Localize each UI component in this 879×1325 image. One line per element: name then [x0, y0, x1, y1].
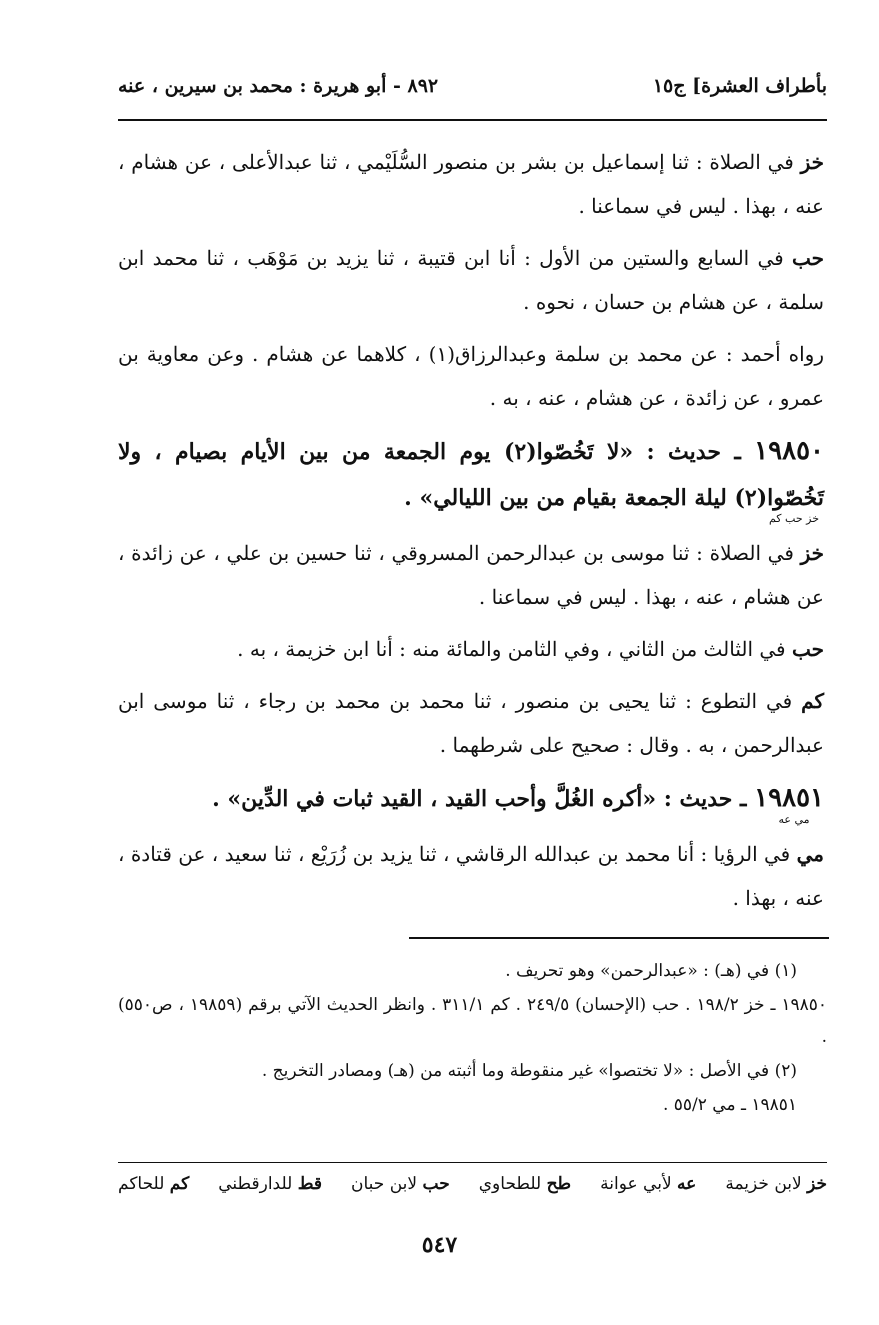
hadith-entry [118, 428, 824, 525]
header-section-title: ٨٩٢ - أبو هريرة : محمد بن سيرين ، عنه [118, 75, 439, 97]
footnote: (٢) في الأصل : «لا تختصوا» غير منقوطة وما أثبته من (هـ) ومصادر التخريج . [261, 1061, 797, 1081]
reference-note: ١٩٨٥٠ ـ خز ١٩٨/٢ . حب (الإحسان) ٢٤٩/٥ . كم ٣١١/١ . وانظر الحديث الآتي برقم (١٩٨٥٩ ، ص٥٥٠) . [118, 995, 827, 1047]
paragraph: كم في التطوع : ثنا يحيى بن منصور ، ثنا محمد بن محمد بن رجاء ، ثنا موسى ابن عبدالرحمن ، به . وقال : صحيح على شرطهما . [118, 689, 824, 757]
legend-item: عه لأبي عوانة [600, 1174, 697, 1194]
paragraph: مي في الرؤيا : أنا محمد بن عبدالله الرقاشي ، ثنا يزيد بن زُرَيْع ، ثنا سعيد ، عن قتادة ، عنه ، بهذا . [118, 842, 824, 910]
legend-rule [118, 1162, 827, 1163]
hadith-text: ـ حديث : «أكره الغُلَّ وأحب القيد ، القيد ثبات في الدِّين» . [212, 786, 755, 812]
hadith-number: ١٩٨٥١ [754, 783, 824, 813]
running-header [118, 66, 827, 106]
legend-item: كم للحاكم [118, 1174, 190, 1194]
hadith-text: ـ حديث : «لا تَخُصّوا(٢) يوم الجمعة من بين الأيام بصيام ، ولا تَخُصّوا(٢) ليلة الجمعة بقيام من بين الليالي» . [118, 439, 824, 511]
hadith-number: ١٩٨٥٠ [754, 436, 824, 466]
paragraph: حب في السابع والستين من الأول : أنا ابن قتيبة ، ثنا يزيد بن مَوْهَب ، ثنا محمد ابن سلمة ، عن هشام بن حسان ، نحوه . [118, 246, 824, 314]
header-rule [118, 119, 827, 121]
legend-item: حب لابن حبان [351, 1174, 450, 1194]
paragraph: حب في الثالث من الثاني ، وفي الثامن والمائة منه : أنا ابن خزيمة ، به . [237, 637, 824, 661]
legend-item: طح للطحاوي [478, 1174, 572, 1194]
footnote-rule [409, 937, 829, 939]
abbreviations-legend [118, 1174, 827, 1194]
hadith-source-codes: مي عه [778, 813, 810, 826]
paragraph: خز في الصلاة : ثنا موسى بن عبدالرحمن المسروقي ، ثنا حسين بن علي ، عن زائدة ، عن هشام ، عنه ، بهذا . ليس في سماعنا . [118, 541, 824, 609]
footnotes [118, 955, 827, 1123]
page-number: ٥٤٧ [421, 1232, 458, 1258]
hadith-source-codes: خز حب كم [768, 512, 820, 525]
reference-note: ١٩٨٥١ ـ مي ٥٥/٢ . [662, 1095, 797, 1115]
legend-item: قط للدارقطني [218, 1174, 322, 1194]
footnote: (١) في (هـ) : «عبدالرحمن» وهو تحريف . [505, 961, 797, 981]
paragraph: رواه أحمد : عن محمد بن سلمة وعبدالرزاق(١) ، كلاهما عن هشام . وعن معاوية بن عمرو ، عن زائدة ، عن هشام ، عنه ، به . [118, 342, 825, 410]
paragraph: خز في الصلاة : ثنا إسماعيل بن بشر بن منصور السُّلَيْمي ، ثنا عبدالأعلى ، عن هشام ، عنه ، بهذا . ليس في سماعنا . [118, 150, 824, 218]
legend-item: خز لابن خزيمة [725, 1174, 827, 1194]
main-text [118, 140, 824, 928]
header-book-title: بأطراف العشرة] ج١٥ [652, 75, 827, 97]
hadith-entry [118, 775, 824, 826]
